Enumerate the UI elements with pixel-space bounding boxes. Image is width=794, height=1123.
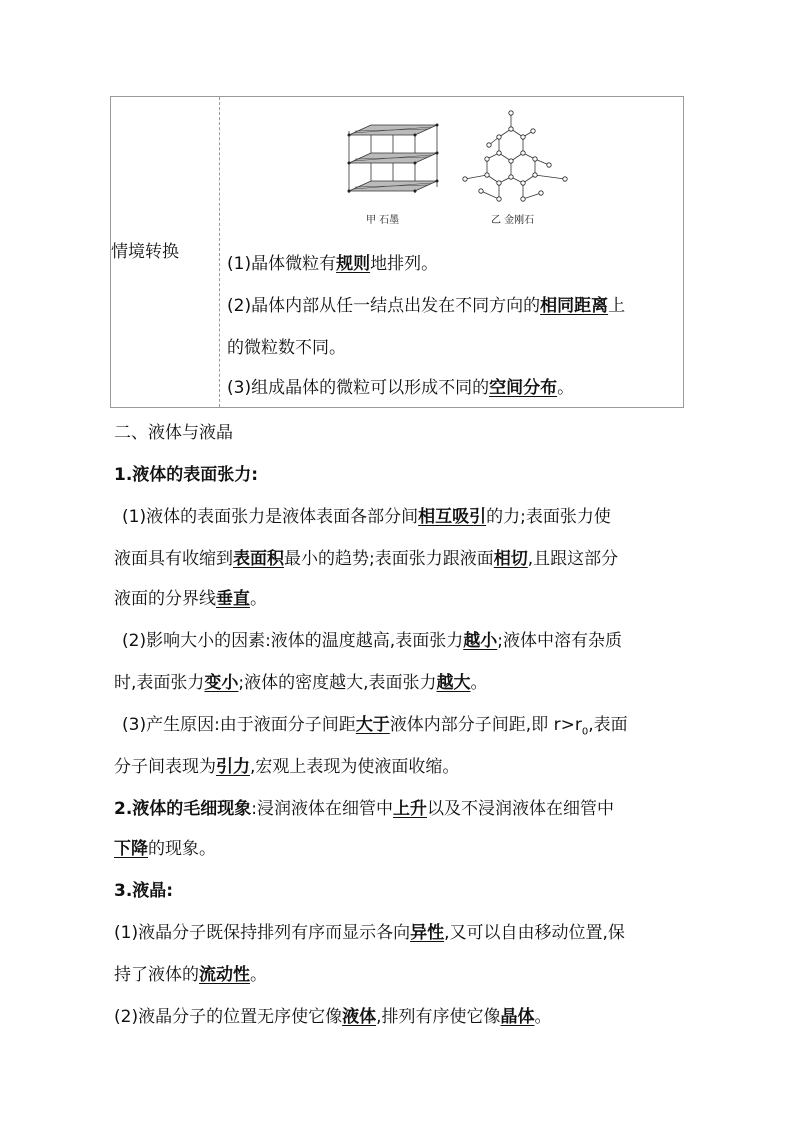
p1-line-2: 液面具有收缩到表面积最小的趋势;表面张力跟液面相切,且跟这部分	[114, 549, 619, 569]
p5-line-3: (2)液晶分子的位置无序使它像液体,排列有序使它像晶体。	[114, 1007, 552, 1027]
p1-line-3: 液面的分界线垂直。	[114, 589, 267, 609]
caption-graphite: 甲 石墨	[366, 215, 400, 226]
table-line-3: 的微粒数不同。	[227, 338, 346, 358]
caption-diamond: 乙 金刚石	[491, 215, 535, 226]
graphite-structure-figure	[341, 121, 445, 205]
p1-title: 1.液体的表面张力:	[114, 465, 259, 485]
table-line-1: (1)晶体微粒有规则地排列。	[227, 254, 439, 274]
p5-line-1: (1)液晶分子既保持排列有序而显示各向异性,又可以自由移动位置,保	[114, 923, 625, 943]
table-line-4: (3)组成晶体的微粒可以形成不同的空间分布。	[227, 378, 575, 398]
p4-line-2: 下降的现象。	[114, 839, 216, 859]
row-label: 情境转换	[111, 242, 179, 262]
info-table	[110, 96, 684, 408]
p3-line-1: (3)产生原因:由于液面分子间距大于液体内部分子间距,即 $r>r_0$,表面	[122, 715, 628, 738]
table-line-2: (2)晶体内部从任一结点出发在不同方向的相同距离上	[227, 296, 626, 316]
p5-title: 3.液晶:	[114, 881, 174, 901]
p5-line-2: 持了液体的流动性。	[114, 965, 267, 985]
p4-line-1: 2.液体的毛细现象:浸润液体在细管中上升以及不浸润液体在细管中	[114, 799, 615, 819]
p2-line-1: (2)影响大小的因素:液体的温度越高,表面张力越小;液体中溶有杂质	[122, 631, 622, 651]
p1-line-1: (1)液体的表面张力是液体表面各部分间相互吸引的力;表面张力使	[122, 507, 611, 527]
section-heading: 二、液体与液晶	[114, 423, 233, 443]
column-divider	[219, 97, 220, 407]
p2-line-2: 时,表面张力变小;液体的密度越大,表面张力越大。	[114, 673, 488, 693]
p3-line-2: 分子间表现为引力,宏观上表现为使液面收缩。	[114, 757, 460, 777]
diamond-structure-figure	[461, 109, 571, 207]
